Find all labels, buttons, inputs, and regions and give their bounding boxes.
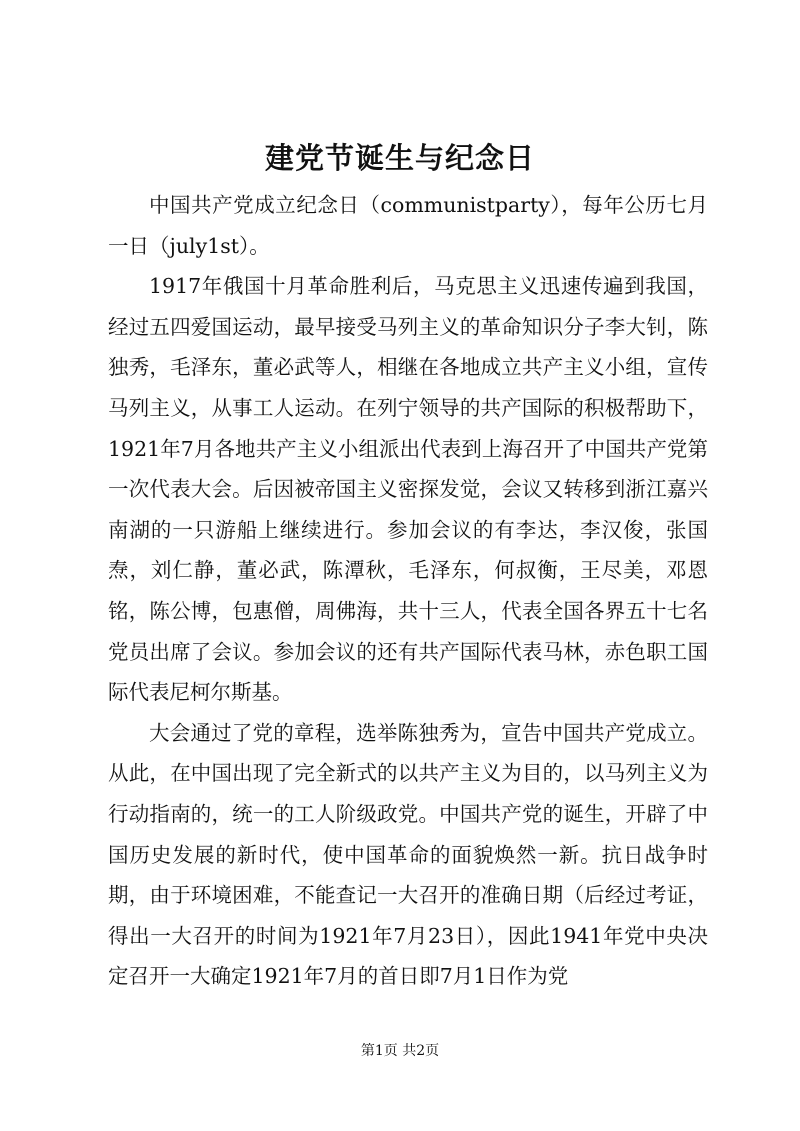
paragraph-history: 1917年俄国十月革命胜利后，马克思主义迅速传遍到我国，经过五四爱国运动，最早接受马列主义的革命知识分子李大钊，陈独秀，毛泽东，董必武等人，相继在各地成立共产主义小组，宣传马列主义，从事工人运动。在列宁领导的共产国际的积极帮助下，1921年7月各地共产主义小组派出代表到上海召开了中国共产党第一次代表大会。后因被帝国主义密探发觉，会议又转移到浙江嘉兴南湖的一只游船上继续进行。参加会议的有李达，李汉俊，张国焘，刘仁静，董必武，陈潭秋，毛泽东，何叔衡，王尽美，邓恩铭，陈公博，包惠僧，周佛海，共十三人，代表全国各界五十七名党员出席了会议。参加会议的还有共产国际代表马林，赤色职工国际代表尼柯尔斯基。	[108, 274, 708, 705]
paragraph-founding: 大会通过了党的章程，选举陈独秀为，宣告中国共产党成立。从此，在中国出现了完全新式的以共产主义为目的，以马列主义为行动指南的，统一的工人阶级政党。中国共产党的诞生，开辟了中国历史发展的新时代，使中国革命的面貌焕然一新。抗日战争时期，由于环境困难，不能查记一大召开的准确日期（后经过考证，得出一大召开的时间为1921年7月23日），因此1941年党中央决定召开一大确定1921年7月的首日即7月1日作为党	[108, 720, 708, 989]
paragraph-intro: 中国共产党成立纪念日（communistparty），每年公历七月一日（july1st）。	[108, 193, 708, 258]
document-title: 建党节诞生与纪念日	[264, 141, 535, 175]
page-footer: 第1页 共2页	[360, 1043, 440, 1059]
document-body	[108, 185, 708, 997]
